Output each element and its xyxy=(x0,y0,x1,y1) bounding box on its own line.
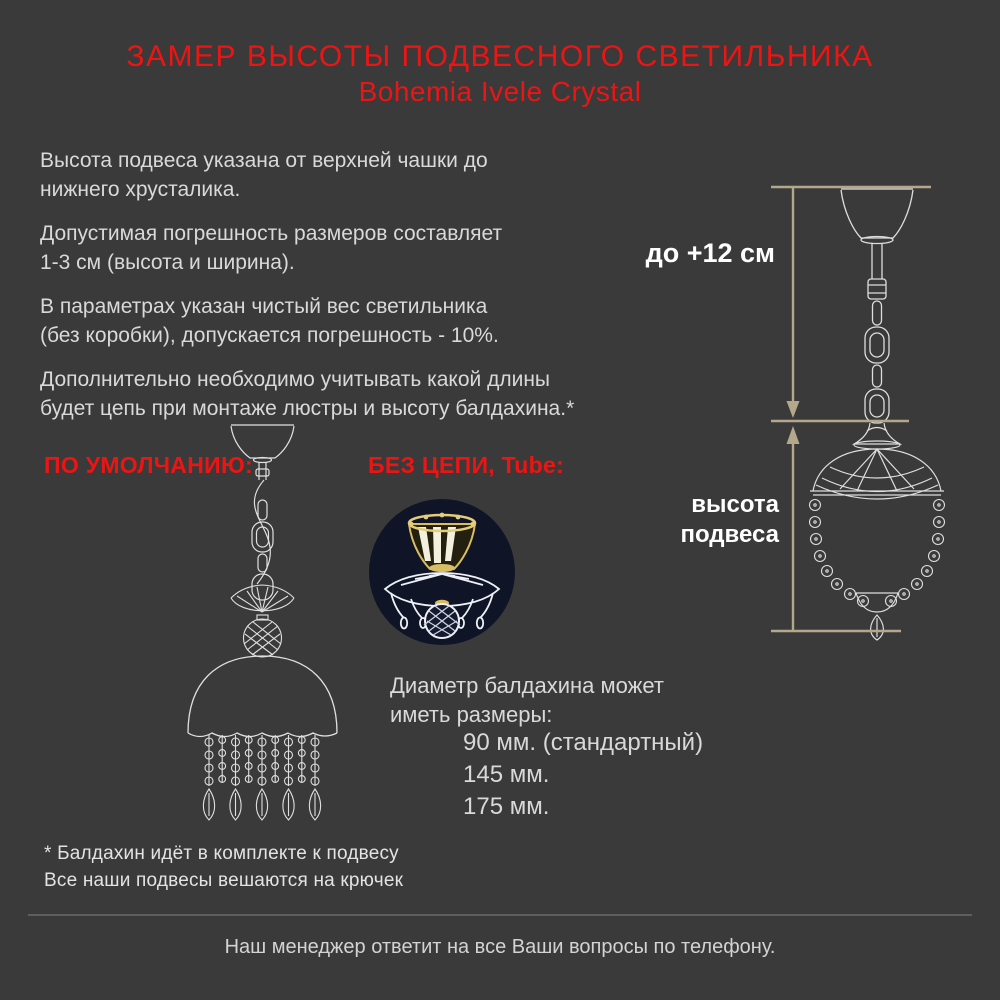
footer-note: Наш менеджер ответит на все Ваши вопросы по телефону. xyxy=(224,936,776,958)
diameter-heading: Диаметр балдахина может иметь размеры: xyxy=(390,673,664,727)
pendant-height-label: высота подвеса xyxy=(680,491,779,548)
paragraph-weight-note: В параметрах указан чистый вес светильника (без коробки), допускается погрешность - 10%. xyxy=(40,295,499,347)
diagram-bead-garland xyxy=(810,500,945,607)
page-title: ЗАМЕР ВЫСОТЫ ПОДВЕСНОГО СВЕТИЛЬНИКА xyxy=(126,40,874,73)
diagram-canopy-chain xyxy=(841,189,913,423)
default-mount-label: ПО УМОЛЧАНИЮ: xyxy=(44,452,253,478)
no-chain-label: БЕЗ ЦЕПИ, Tube: xyxy=(368,452,565,478)
paragraph-tolerance-note: Допустимая погрешность размеров составляет 1-3 см (высота и ширина). xyxy=(40,222,503,274)
paragraph-height-note: Высота подвеса указана от верхней чашки до нижнего хрусталика. xyxy=(40,149,488,201)
default-pendant-drawing xyxy=(185,422,340,834)
diameter-option: 145 мм. xyxy=(463,761,550,788)
dimension-arrowheads xyxy=(787,401,800,444)
pendant-saucer-and-ball xyxy=(231,585,294,657)
body-paragraphs xyxy=(40,146,574,438)
diameter-options xyxy=(463,727,703,823)
footnote: * Балдахин идёт в комплекте к подвесу Все наши подвесы вешаются на крючек xyxy=(44,843,404,891)
dimension-lines xyxy=(771,187,931,631)
diameter-option: 175 мм. xyxy=(463,793,550,820)
pendant-canopy-chain xyxy=(231,425,294,600)
chain-allowance-label: до +12 см xyxy=(645,238,775,268)
diagram-pendant-body xyxy=(810,423,944,640)
brand-subtitle: Bohemia Ivele Crystal xyxy=(358,76,642,107)
pendant-dome-shade xyxy=(188,656,337,737)
footer-divider xyxy=(28,914,972,916)
paragraph-chain-note: Дополнительно необходимо учитывать какой длины будет цепь при монтаже люстры и высоту балдахина.* xyxy=(40,368,575,420)
crystal-strands xyxy=(203,735,320,820)
diameter-option: 90 мм. (стандартный) xyxy=(463,729,704,756)
tube-mount-photo xyxy=(367,497,517,647)
